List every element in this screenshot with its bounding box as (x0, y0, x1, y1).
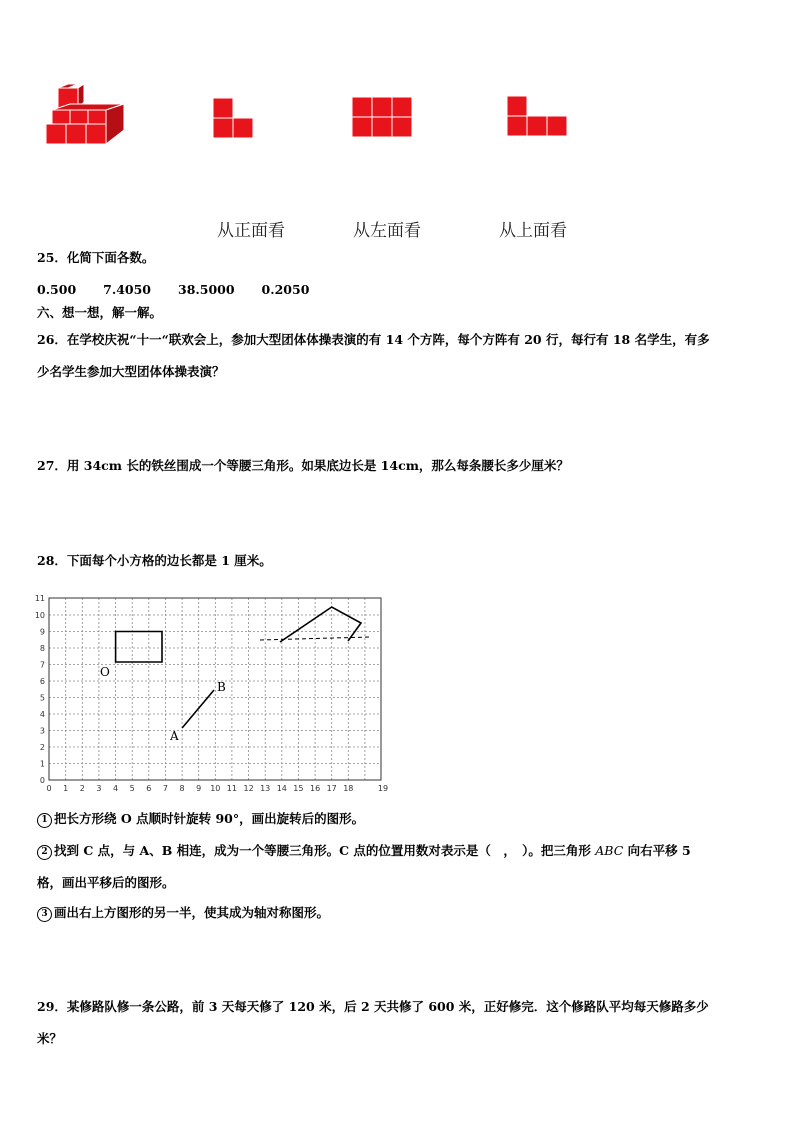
view-label-top: 从上面看 (499, 221, 567, 241)
q28-sub1 (37, 811, 364, 828)
half-shape (280, 607, 361, 642)
front-view-figure (212, 97, 256, 139)
q28-sub2-text-a: 找到 C 点，与 A、B 相连，成为一个等腰三角形。C 点的位置用数对表示是（ ， ）。把三角形 (54, 843, 596, 858)
y-tick-label: 6 (39, 677, 45, 686)
point-label-a: A (170, 729, 179, 743)
q25-number: 0.500 (37, 282, 77, 297)
q25-number: 0.2050 (261, 282, 310, 297)
q28-sub2-abc: ABC (595, 843, 624, 858)
q28-sub3-text: 画出右上方图形的另一半，使其成为轴对称图形。 (54, 905, 330, 920)
x-tick-label: 2 (79, 784, 85, 793)
y-tick-label: 5 (39, 693, 45, 703)
x-tick-label: 7 (162, 784, 168, 793)
question-29-line2: 米？ (37, 1031, 63, 1046)
circled-number: 1 (37, 813, 52, 828)
grid-figure (36, 588, 396, 796)
x-tick-label: 6 (146, 784, 152, 793)
question-26-line1: 26．在学校庆祝“十一“联欢会上，参加大型团体体操表演的有 14 个方阵，每个方阵有 20 行，每行有 18 名学生，有多 (37, 332, 710, 347)
question-29-line1: 29．某修路队修一条公路，前 3 天每天修了 120 米，后 2 天共修了 600 米，正好修完．这个修路队平均每天修路多少 (37, 999, 709, 1014)
question-27: 27．用 34cm 长的铁丝围成一个等腰三角形。如果底边长是 14cm，那么每条腰长多少厘米？ (37, 458, 569, 473)
x-tick-label: 0 (46, 784, 52, 793)
y-tick-label: 1 (39, 759, 45, 769)
q28-sub2-line2: 格，画出平移后的图形。 (37, 875, 175, 890)
x-tick-label: 9 (196, 784, 202, 793)
y-tick-label: 8 (39, 644, 45, 653)
x-tick-label: 10 (210, 784, 221, 793)
x-tick-label: 1 (63, 784, 69, 793)
x-tick-label: 11 (226, 784, 237, 793)
x-tick-label: 8 (179, 784, 185, 793)
y-tick-label: 7 (39, 660, 45, 670)
q25-numbers (37, 282, 336, 298)
y-tick-label: 4 (39, 710, 45, 719)
x-tick-label: 15 (293, 784, 304, 793)
y-tick-label: 9 (39, 627, 45, 637)
circled-number: 3 (37, 907, 52, 922)
x-tick-label: 18 (343, 784, 354, 793)
x-tick-label: 13 (260, 784, 271, 793)
point-label-o: O (100, 665, 110, 679)
question-28: 28．下面每个小方格的边长都是 1 厘米。 (37, 553, 272, 568)
x-tick-label: 12 (243, 784, 254, 793)
question-25: 25．化简下面各数。 (37, 250, 155, 265)
top-view-figure (506, 95, 570, 137)
x-tick-label: 17 (326, 784, 337, 793)
x-tick-label: 3 (96, 784, 102, 793)
x-tick-label: 4 (113, 784, 119, 793)
q25-number: 38.5000 (178, 282, 235, 297)
x-tick-label: 16 (310, 784, 321, 793)
solid-figure (44, 84, 126, 146)
q28-sub1-text: 把长方形绕 O 点顺时针旋转 90°，画出旋转后的图形。 (54, 811, 365, 826)
y-tick-label: 3 (39, 726, 45, 736)
y-tick-label: 0 (39, 776, 45, 785)
view-label-front: 从正面看 (217, 221, 285, 241)
x-tick-label: 19 (377, 784, 389, 793)
x-tick-label: 14 (276, 784, 287, 793)
y-tick-label: 2 (39, 743, 45, 752)
rectangle-shape (116, 632, 162, 663)
point-label-b: B (217, 680, 226, 694)
section-heading: 六、想一想，解一解。 (37, 305, 163, 320)
view-label-left: 从左面看 (353, 221, 421, 241)
segment-ab (182, 690, 214, 728)
y-tick-label: 11 (34, 594, 45, 603)
q28-sub2-line1 (37, 843, 691, 860)
q28-sub2-text-b: 向右平移 5 (623, 843, 691, 858)
left-view-figure (351, 96, 415, 138)
circled-number: 2 (37, 845, 52, 860)
y-tick-label: 10 (34, 611, 45, 620)
q25-number: 7.4050 (103, 282, 151, 297)
q28-sub3 (37, 905, 329, 922)
x-tick-label: 5 (129, 784, 135, 793)
question-26-line2: 少名学生参加大型团体体操表演？ (37, 364, 225, 379)
